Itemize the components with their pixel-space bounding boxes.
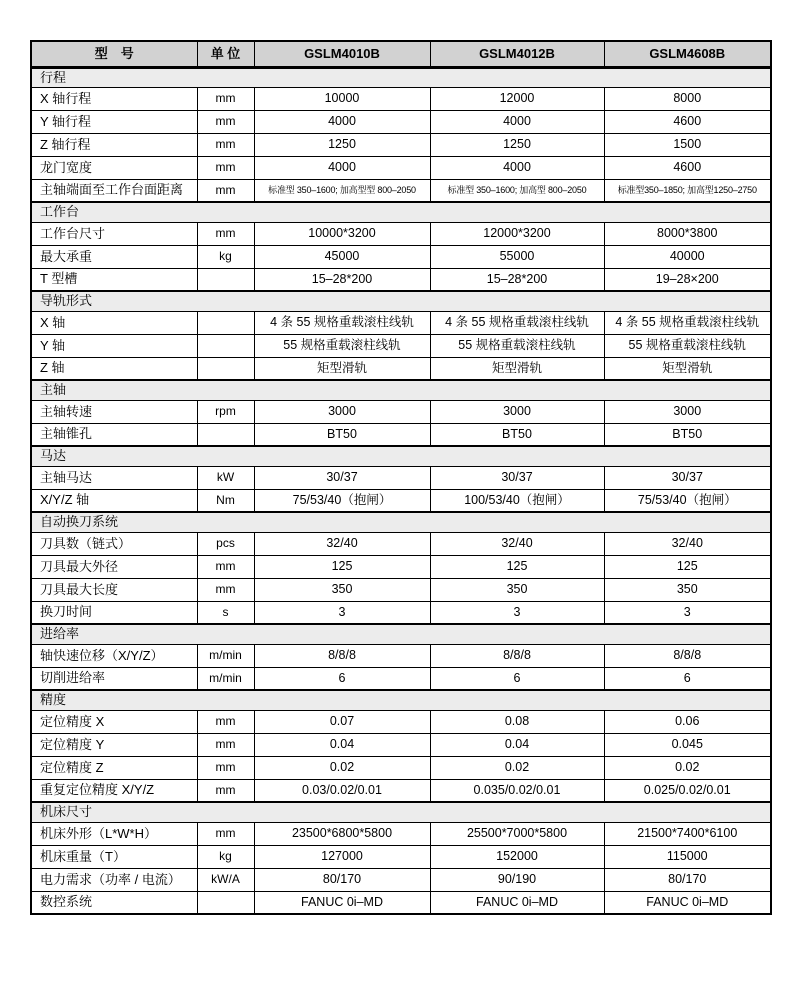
row-unit: mm (197, 555, 254, 578)
section-title: 主轴 (31, 380, 771, 400)
row-value: 100/53/40（抱闸） (430, 489, 604, 512)
spec-row (31, 133, 771, 156)
spec-row (31, 466, 771, 489)
row-value: 45000 (254, 245, 430, 268)
row-value: 3000 (254, 400, 430, 423)
row-value: 32/40 (430, 532, 604, 555)
section-title: 导轨形式 (31, 291, 771, 311)
section-title: 行程 (31, 67, 771, 87)
row-unit: mm (197, 222, 254, 245)
row-label: 轴快速位移（X/Y/Z） (31, 644, 197, 667)
row-value: 19–28×200 (604, 268, 771, 291)
row-value: 4000 (430, 110, 604, 133)
row-value: 4 条 55 规格重载滚柱线轨 (604, 311, 771, 334)
row-unit (197, 268, 254, 291)
row-unit: mm (197, 110, 254, 133)
spec-row (31, 334, 771, 357)
section-title: 进给率 (31, 624, 771, 644)
row-label: 龙门宽度 (31, 156, 197, 179)
row-value: 55 规格重载滚柱线轨 (604, 334, 771, 357)
row-value: 标准型350–1850; 加高型1250–2750 (604, 179, 771, 202)
row-value: 30/37 (254, 466, 430, 489)
row-value: 1250 (254, 133, 430, 156)
row-value: 25500*7000*5800 (430, 822, 604, 845)
row-value: 55000 (430, 245, 604, 268)
row-value: 10000 (254, 87, 430, 110)
row-label: 机床外形（L*W*H） (31, 822, 197, 845)
spec-row (31, 845, 771, 868)
row-value: 4600 (604, 110, 771, 133)
spec-row (31, 156, 771, 179)
row-label: T 型槽 (31, 268, 197, 291)
row-value: BT50 (604, 423, 771, 446)
spec-row (31, 222, 771, 245)
section-header-row (31, 624, 771, 644)
row-value: 矩型滑轨 (604, 357, 771, 380)
spec-row (31, 822, 771, 845)
row-label: 主轴转速 (31, 400, 197, 423)
row-value: BT50 (254, 423, 430, 446)
row-unit: mm (197, 779, 254, 802)
row-value: 6 (430, 667, 604, 690)
spec-row (31, 423, 771, 446)
row-unit: m/min (197, 644, 254, 667)
section-title: 机床尺寸 (31, 802, 771, 822)
row-value: 32/40 (604, 532, 771, 555)
row-label: 切削进给率 (31, 667, 197, 690)
row-unit: Nm (197, 489, 254, 512)
row-value: 0.02 (254, 756, 430, 779)
row-label: Z 轴行程 (31, 133, 197, 156)
row-label: Y 轴 (31, 334, 197, 357)
row-label: 刀具最大外径 (31, 555, 197, 578)
row-label: 刀具数（链式） (31, 532, 197, 555)
row-value: 8/8/8 (254, 644, 430, 667)
row-value: 6 (604, 667, 771, 690)
column-header-model: 型 号 (31, 41, 197, 67)
table-header-row (31, 41, 771, 67)
row-value: 4000 (254, 110, 430, 133)
column-header-unit: 单 位 (197, 41, 254, 67)
row-value: 350 (604, 578, 771, 601)
spec-row (31, 710, 771, 733)
row-value: 1500 (604, 133, 771, 156)
row-value: 3 (254, 601, 430, 624)
row-label: X 轴行程 (31, 87, 197, 110)
row-unit: kW (197, 466, 254, 489)
row-value: 30/37 (604, 466, 771, 489)
row-label: 定位精度 Z (31, 756, 197, 779)
row-value: 3000 (604, 400, 771, 423)
spec-row (31, 532, 771, 555)
spec-row (31, 667, 771, 690)
row-unit: s (197, 601, 254, 624)
row-value: 8000*3800 (604, 222, 771, 245)
row-value: 75/53/40（抱闸） (254, 489, 430, 512)
row-label: 主轴马达 (31, 466, 197, 489)
row-value: 0.02 (604, 756, 771, 779)
row-value: 10000*3200 (254, 222, 430, 245)
row-value: FANUC 0i–MD (430, 891, 604, 914)
row-value: 350 (430, 578, 604, 601)
row-value: 350 (254, 578, 430, 601)
row-unit (197, 311, 254, 334)
row-value: 3 (604, 601, 771, 624)
row-unit: mm (197, 756, 254, 779)
row-value: 23500*6800*5800 (254, 822, 430, 845)
spec-row (31, 400, 771, 423)
section-header-row (31, 802, 771, 822)
row-value: 0.02 (430, 756, 604, 779)
row-value: 127000 (254, 845, 430, 868)
section-title: 自动换刀系统 (31, 512, 771, 532)
row-unit (197, 334, 254, 357)
row-value: 0.08 (430, 710, 604, 733)
row-unit: rpm (197, 400, 254, 423)
section-header-row (31, 446, 771, 466)
row-value: 12000*3200 (430, 222, 604, 245)
row-value: 3000 (430, 400, 604, 423)
spec-row (31, 733, 771, 756)
section-title: 工作台 (31, 202, 771, 222)
spec-table-body (31, 67, 771, 914)
row-value: 80/170 (254, 868, 430, 891)
spec-row (31, 779, 771, 802)
row-value: 4000 (254, 156, 430, 179)
row-unit (197, 357, 254, 380)
section-header-row (31, 512, 771, 532)
row-unit: pcs (197, 532, 254, 555)
row-value: 8/8/8 (604, 644, 771, 667)
section-header-row (31, 690, 771, 710)
column-header-gslm4010b: GSLM4010B (254, 41, 430, 67)
row-value: 4000 (430, 156, 604, 179)
row-value: BT50 (430, 423, 604, 446)
row-value: 4 条 55 规格重载滚柱线轨 (254, 311, 430, 334)
row-value: 152000 (430, 845, 604, 868)
section-title: 精度 (31, 690, 771, 710)
row-value: 12000 (430, 87, 604, 110)
row-value: 32/40 (254, 532, 430, 555)
row-value: 125 (430, 555, 604, 578)
row-value: 15–28*200 (430, 268, 604, 291)
row-value: 0.035/0.02/0.01 (430, 779, 604, 802)
row-value: 90/190 (430, 868, 604, 891)
spec-row (31, 357, 771, 380)
row-value: 8/8/8 (430, 644, 604, 667)
row-label: 数控系统 (31, 891, 197, 914)
row-value: 30/37 (430, 466, 604, 489)
row-value: 125 (604, 555, 771, 578)
row-label: 最大承重 (31, 245, 197, 268)
spec-row (31, 311, 771, 334)
row-value: 125 (254, 555, 430, 578)
row-value: FANUC 0i–MD (254, 891, 430, 914)
row-value: 6 (254, 667, 430, 690)
row-unit (197, 891, 254, 914)
row-label: 定位精度 X (31, 710, 197, 733)
spec-row (31, 245, 771, 268)
row-value: 4 条 55 规格重载滚柱线轨 (430, 311, 604, 334)
spec-table (30, 40, 772, 915)
row-unit: mm (197, 179, 254, 202)
row-value: 0.06 (604, 710, 771, 733)
row-label: 机床重量（T） (31, 845, 197, 868)
row-unit: mm (197, 156, 254, 179)
spec-row (31, 87, 771, 110)
row-label: 定位精度 Y (31, 733, 197, 756)
row-unit: m/min (197, 667, 254, 690)
row-unit (197, 423, 254, 446)
column-header-gslm4608b: GSLM4608B (604, 41, 771, 67)
spec-row (31, 110, 771, 133)
section-header-row (31, 202, 771, 222)
row-unit: kW/A (197, 868, 254, 891)
row-value: 矩型滑轨 (430, 357, 604, 380)
row-value: 1250 (430, 133, 604, 156)
row-unit: mm (197, 578, 254, 601)
row-unit: kg (197, 845, 254, 868)
row-value: 0.07 (254, 710, 430, 733)
section-header-row (31, 291, 771, 311)
row-label: 重复定位精度 X/Y/Z (31, 779, 197, 802)
spec-row (31, 179, 771, 202)
row-value: 0.04 (254, 733, 430, 756)
spec-row (31, 891, 771, 914)
row-unit: mm (197, 133, 254, 156)
row-label: Z 轴 (31, 357, 197, 380)
row-value: 3 (430, 601, 604, 624)
row-label: 主轴端面至工作台面距离 (31, 179, 197, 202)
row-value: 标准型 350–1600; 加高型 800–2050 (430, 179, 604, 202)
row-label: 电力需求（功率 / 电流） (31, 868, 197, 891)
row-label: 刀具最大长度 (31, 578, 197, 601)
row-value: 标准型 350–1600; 加高型型 800–2050 (254, 179, 430, 202)
row-value: 80/170 (604, 868, 771, 891)
spec-row (31, 555, 771, 578)
row-value: 55 规格重载滚柱线轨 (430, 334, 604, 357)
spec-row (31, 756, 771, 779)
spec-row (31, 601, 771, 624)
row-label: Y 轴行程 (31, 110, 197, 133)
row-value: 8000 (604, 87, 771, 110)
column-header-gslm4012b: GSLM4012B (430, 41, 604, 67)
row-value: FANUC 0i–MD (604, 891, 771, 914)
row-value: 15–28*200 (254, 268, 430, 291)
spec-row (31, 644, 771, 667)
spec-row (31, 578, 771, 601)
row-unit: mm (197, 822, 254, 845)
row-unit: mm (197, 733, 254, 756)
row-value: 0.04 (430, 733, 604, 756)
spec-row (31, 868, 771, 891)
row-unit: mm (197, 87, 254, 110)
row-value: 4600 (604, 156, 771, 179)
row-value: 矩型滑轨 (254, 357, 430, 380)
row-label: X/Y/Z 轴 (31, 489, 197, 512)
section-header-row (31, 380, 771, 400)
row-unit: kg (197, 245, 254, 268)
row-value: 0.045 (604, 733, 771, 756)
row-label: 工作台尺寸 (31, 222, 197, 245)
row-value: 55 规格重载滚柱线轨 (254, 334, 430, 357)
row-value: 40000 (604, 245, 771, 268)
row-unit: mm (197, 710, 254, 733)
row-label: 换刀时间 (31, 601, 197, 624)
row-value: 0.03/0.02/0.01 (254, 779, 430, 802)
spec-row (31, 489, 771, 512)
spec-row (31, 268, 771, 291)
section-title: 马达 (31, 446, 771, 466)
row-value: 75/53/40（抱闸） (604, 489, 771, 512)
row-value: 0.025/0.02/0.01 (604, 779, 771, 802)
row-value: 115000 (604, 845, 771, 868)
row-label: 主轴锥孔 (31, 423, 197, 446)
section-header-row (31, 67, 771, 87)
row-label: X 轴 (31, 311, 197, 334)
row-value: 21500*7400*6100 (604, 822, 771, 845)
